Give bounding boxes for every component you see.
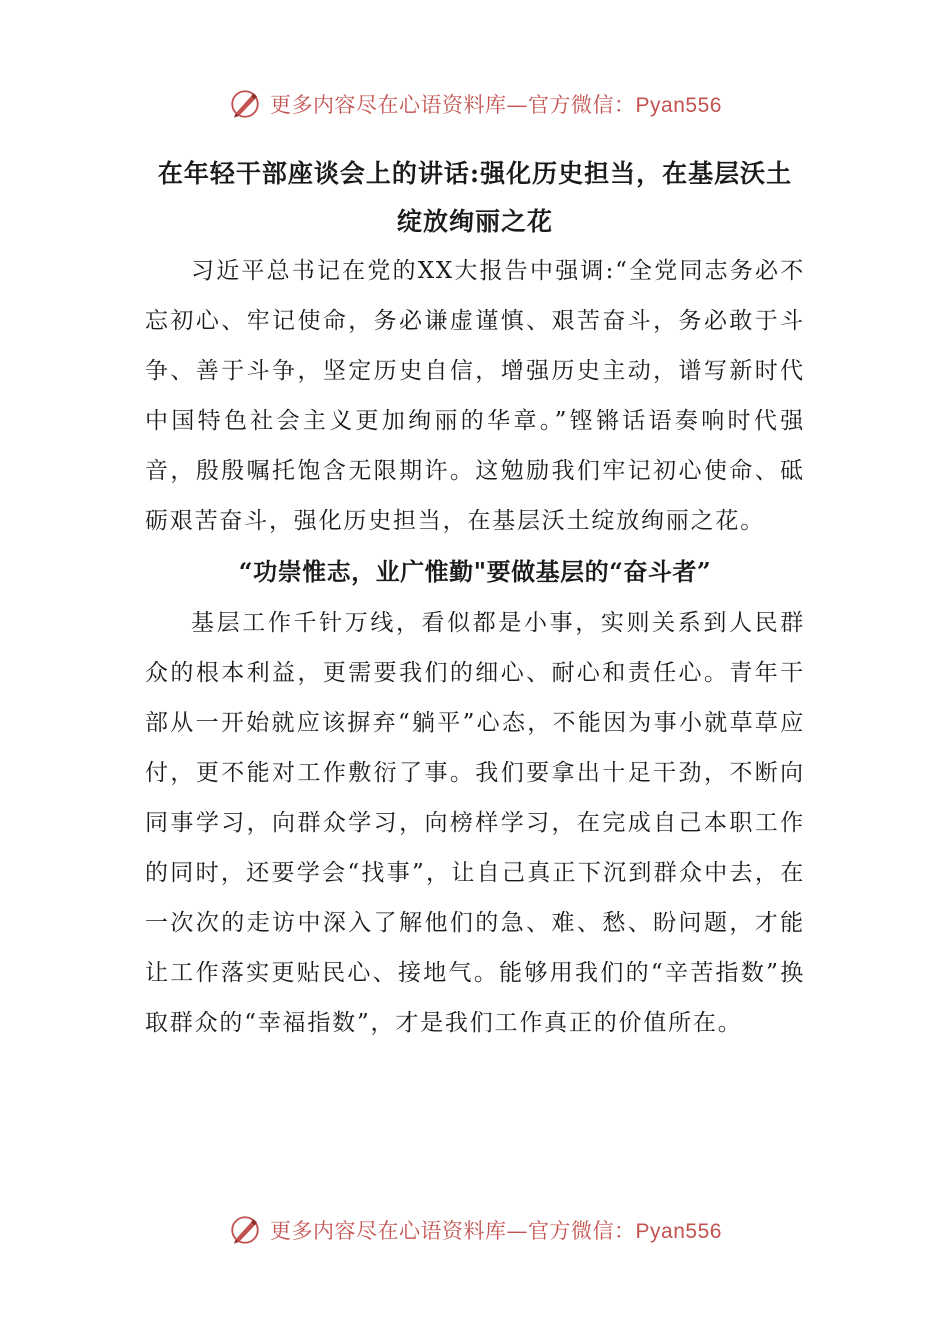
section-heading-1: “功崇惟志，业广惟勤"要做基层的“奋斗者” bbox=[238, 557, 712, 586]
document-title: 在年轻干部座谈会上的讲话:强化历史担当，在基层沃土绽放绚丽之花 bbox=[157, 159, 793, 236]
paragraph-1: 习近平总书记在党的XX大报告中强调:“全党同志务必不忘初心、牢记使命，务必谦虚谨慎、艰苦奋斗，务必敢于斗争、善于斗争，坚定历史自信，增强历史主动，谱写新时代中国特色社会主义更加绚丽的华章。”铿锵话语奏响时代强音，殷殷嘱托饱含无限期许。这勉励我们牢记初心使命、砥砺艰苦奋斗，强化历史担当，在基层沃土绽放绚丽之花。 bbox=[145, 258, 805, 534]
document-body bbox=[145, 150, 805, 1048]
footer-banner bbox=[0, 1210, 950, 1250]
paragraph-2: 基层工作千针万线，看似都是小事，实则关系到人民群众的根本利益，更需要我们的细心、耐心和责任心。青年干部从一开始就应该摒弃“躺平”心态，不能因为事小就草草应付，更不能对工作敷衍了事。我们要拿出十足干劲，不断向同事学习，向群众学习，向榜样学习，在完成自己本职工作的同时，还要学会“找事”，让自己真正下沉到群众中去，在一次次的走访中深入了解他们的急、难、愁、盼问题，才能让工作落实更贴民心、接地气。能够用我们的“辛苦指数”换取群众的“幸福指数”，才是我们工作真正的价值所在。 bbox=[145, 610, 805, 1036]
pen-logo-icon bbox=[228, 1213, 262, 1247]
header-banner bbox=[0, 84, 950, 124]
footer-banner-text: 更多内容尽在心语资料库—官方微信：Pyan556 bbox=[270, 1219, 722, 1243]
pen-logo-icon bbox=[228, 87, 262, 121]
header-banner-text: 更多内容尽在心语资料库—官方微信：Pyan556 bbox=[270, 93, 722, 117]
